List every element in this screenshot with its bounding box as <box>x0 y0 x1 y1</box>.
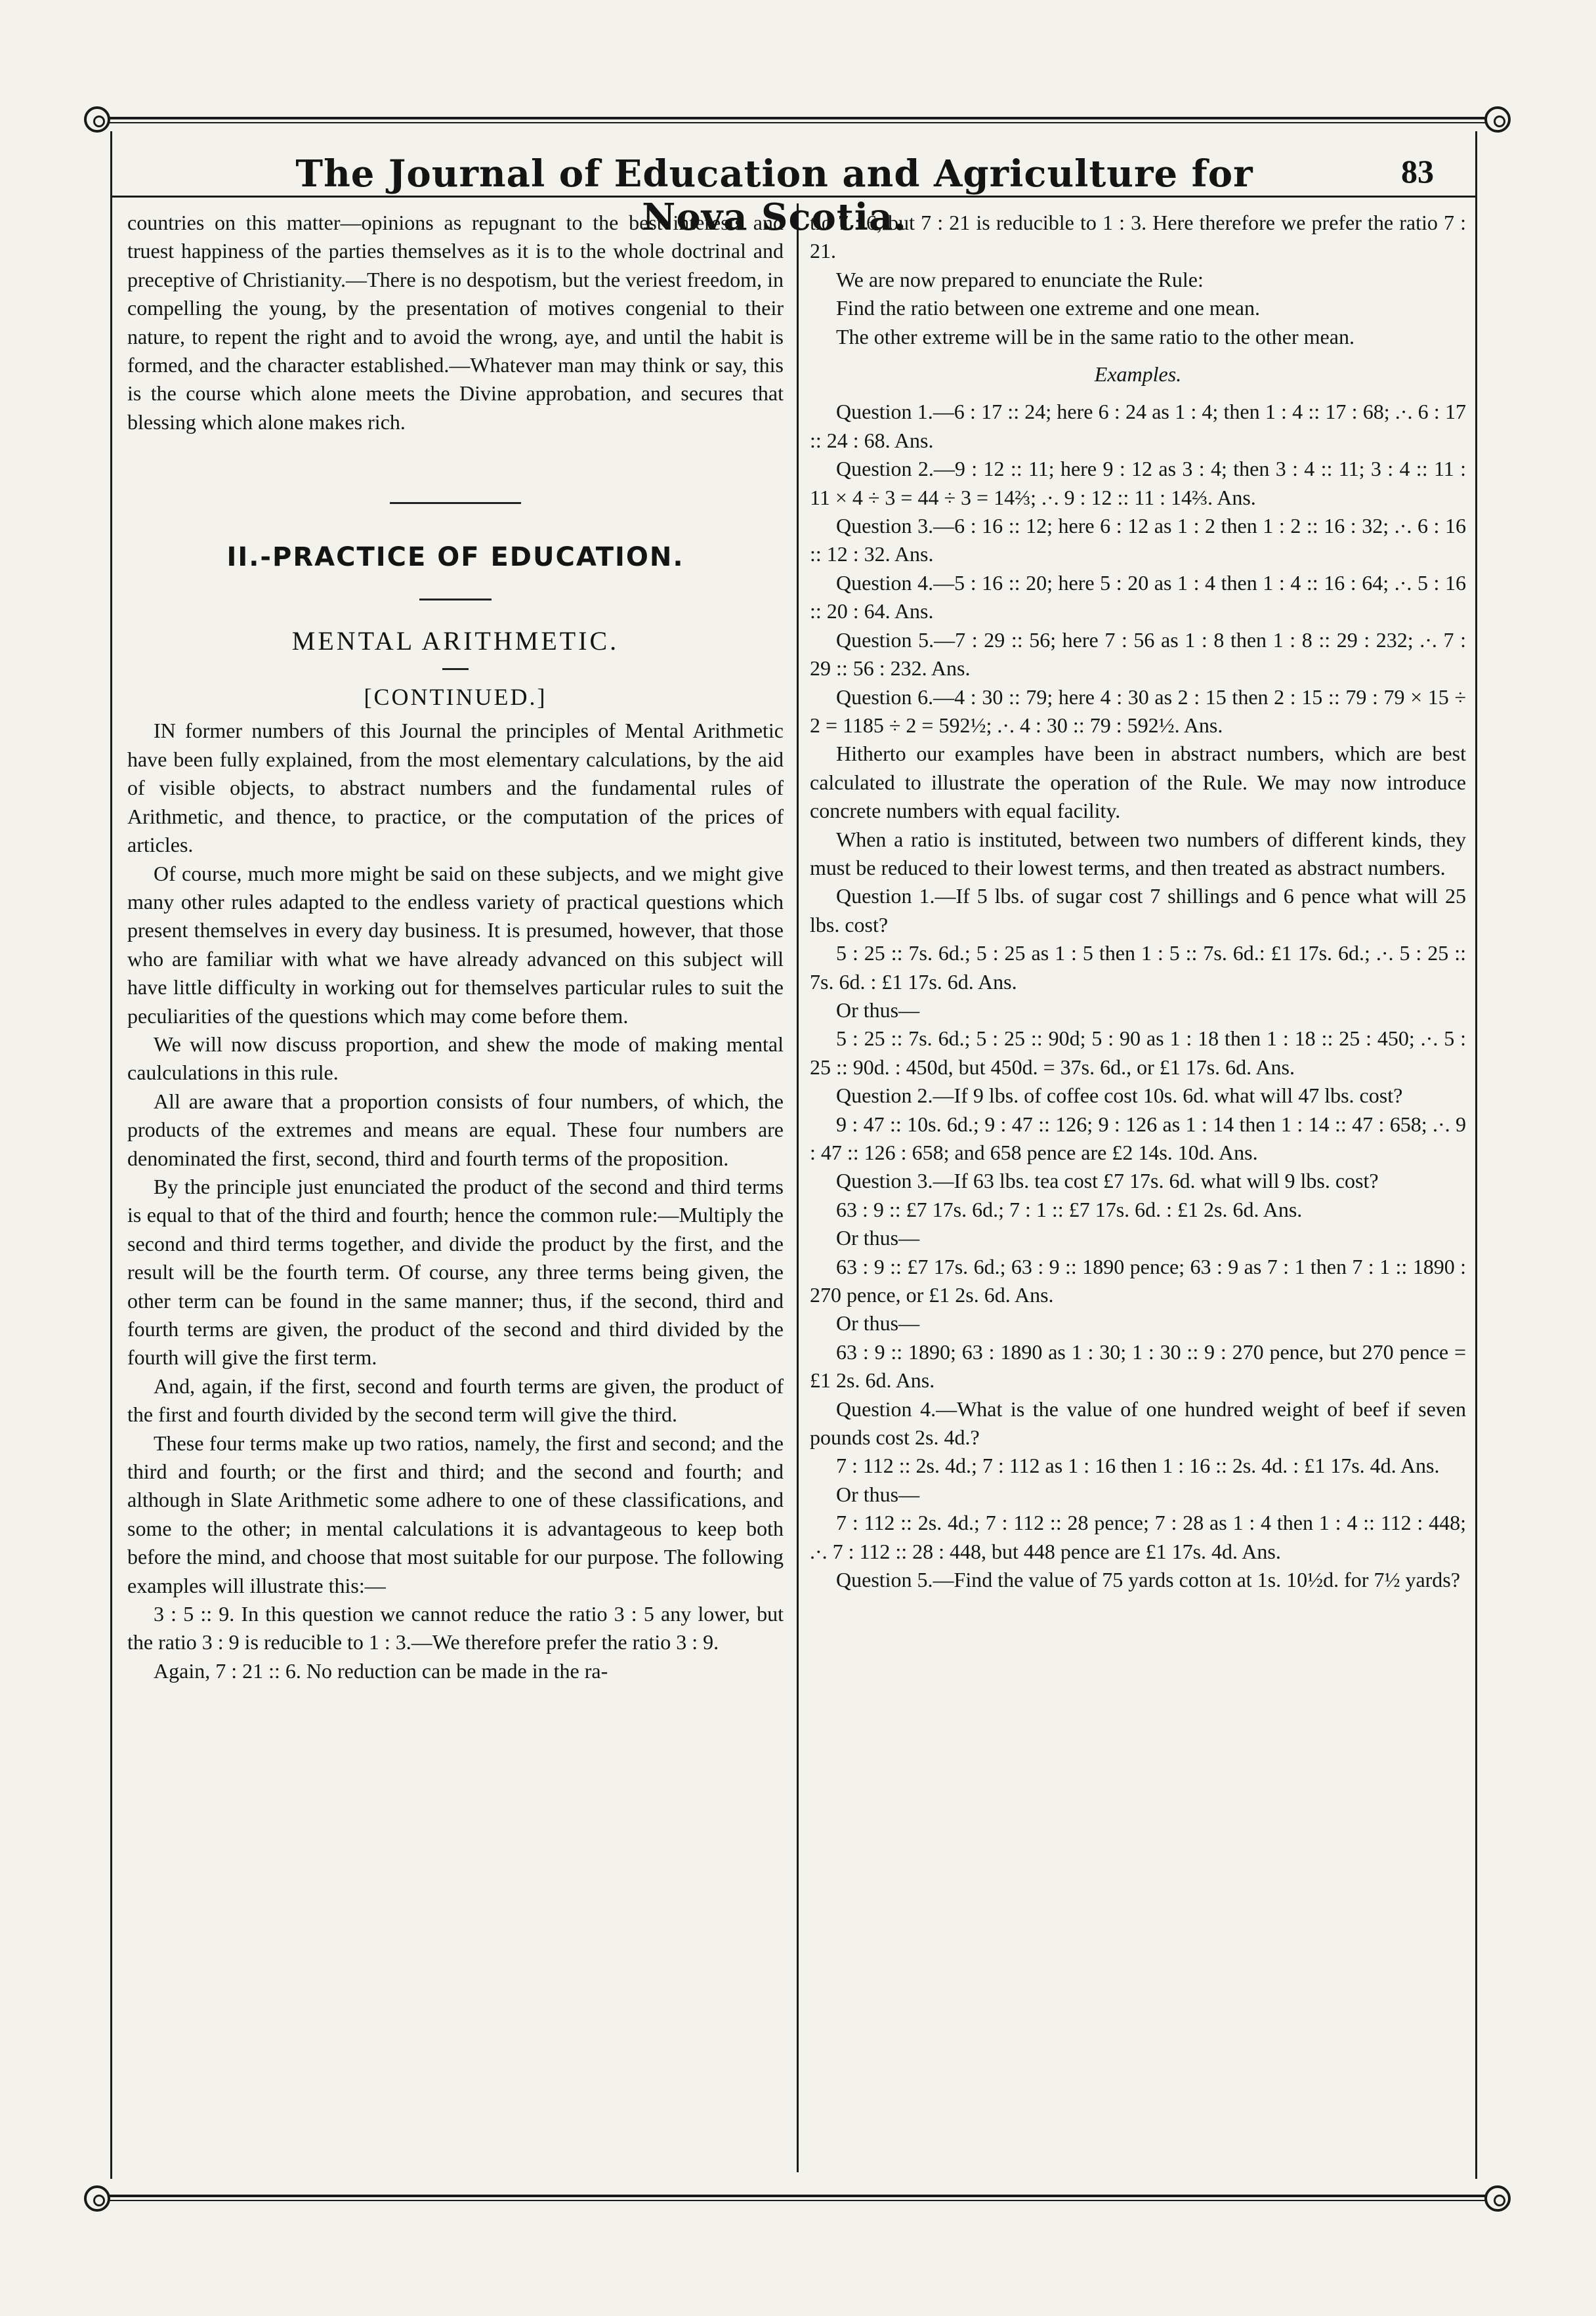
intro-paragraph: countries on this matter—opinions as repugnant to the best interests and truest happiness of the parties themselves as it is to the whole doctrinal and preceptive of Christianity.—There is no despotism, but the veriest freedom, in compelling the young, by the presentation of motives congenial to their nature, to repent the right and to avoid the wrong, aye, and until the habit is formed, and the character established.—Whatever man may think or say, this is the course which alone meets the Divine approbation, and secures that blessing which alone makes rich. <box>127 211 784 434</box>
or-thus-label: Or thus— <box>836 1482 920 1506</box>
solution-line: 63 : 9 :: 1890; 63 : 1890 as 1 : 30; 1 : 30 :: 9 : 270 pence, but 270 pence = £1 2s. 6d. Ans. <box>810 1339 1466 1393</box>
paragraph: Hitherto our examples have been in abstract numbers, which are best calculated to illustrate the operation of the Rule. We may now introduce concrete numbers with equal facility. <box>810 742 1466 823</box>
concrete-question: Question 5.—Find the value of 75 yards cotton at 1s. 10½d. for 7½ yards? <box>836 1568 1460 1592</box>
top-border-rule-inner <box>98 122 1498 123</box>
solution-line: 5 : 25 :: 7s. 6d.; 5 : 25 :: 90d; 5 : 90 as 1 : 18 then 1 : 18 :: 25 : 450; .·. 5 : 25 :: 90d. : 450d, but 450d. = 37s. 6d., or £1 17s. 6d. Ans. <box>810 1026 1466 1079</box>
or-thus-label: Or thus— <box>836 1226 920 1250</box>
page-number: 83 <box>1401 153 1434 190</box>
paragraph: tio 7 : 6, but 7 : 21 is reducible to 1 : 3. Here therefore we prefer the ratio 7 : 21. <box>810 211 1466 263</box>
examples-heading-text: Examples. <box>1094 362 1182 387</box>
solution-line: 63 : 9 :: £7 17s. 6d.; 7 : 1 :: £7 17s. 6d. : £1 2s. 6d. Ans. <box>836 1197 1303 1221</box>
example-question: Question 5.—7 : 29 :: 56; here 7 : 56 as 1 : 8 then 1 : 8 :: 29 : 232; .·. 7 : 29 :: 56 : 232. Ans. <box>810 627 1466 681</box>
concrete-question: Question 4.—What is the value of one hundred weight of beef if seven pounds cost 2s. 4d.? <box>810 1397 1466 1450</box>
paragraph: Of course, much more might be said on these subjects, and we might give many other rules adapted to the endless variety of practical questions which present themselves in every day business. It is presumed, however, that those who are familiar with what we have already advanced on this subject will have little difficulty in working out for themselves particular rules to suit the peculiarities of the questions which may come before them. <box>127 861 784 1028</box>
example-question: Question 6.—4 : 30 :: 79; here 4 : 30 as 2 : 15 then 2 : 15 :: 79 : 79 × 15 ÷ 2 = 1185 ÷ 2 = 592½; .·. 4 : 30 :: 79 : 592½. Ans. <box>810 684 1466 737</box>
right-border-rule <box>1475 131 1477 2179</box>
paragraph: 3 : 5 :: 9. In this question we cannot reduce the ratio 3 : 5 any lower, but the ratio 3 : 9 is reducible to 1 : 3.—We therefore prefer the ratio 3 : 9. <box>127 1602 784 1654</box>
solution-line: 63 : 9 :: £7 17s. 6d.; 63 : 9 :: 1890 pence; 63 : 9 as 7 : 1 then 7 : 1 :: 1890 : 270 pence, or £1 2s. 6d. Ans. <box>810 1254 1466 1307</box>
paragraph: And, again, if the first, second and fourth terms are given, the product of the first and fourth divided by the second term will give the third. <box>127 1374 784 1427</box>
concrete-question: Question 2.—If 9 lbs. of coffee cost 10s. 6d. what will 47 lbs. cost? <box>836 1084 1403 1108</box>
paragraph: We are now prepared to enunciate the Rule: <box>836 267 1204 291</box>
corner-ornament-icon <box>84 2185 110 2212</box>
paragraph: These four terms make up two ratios, namely, the first and second; and the third and fourth; or the first and third; and the second and fourth; and although in Slate Arithmetic some adhere to one of these classifications, and some to the other; in mental calculations it is advantageous to keep both before the mind, and choose that most suitable for our purpose. The following examples will illustrate this:— <box>127 1431 784 1597</box>
column-divider-rule <box>797 203 799 2172</box>
continued-label: [CONTINUED.] <box>364 684 547 711</box>
paragraph: By the principle just enunciated the product of the second and third terms is equal to that of the third and fourth; hence the common rule:—Multiply the second and third terms together, and divide the product by the first, and the result will be the fourth term. Of course, any three terms being given, the other term can be found in the same manner; thus, if the second, third and fourth terms are given, the product of the second and third divided by the fourth will give the first term. <box>127 1174 784 1370</box>
example-question: Question 1.—6 : 17 :: 24; here 6 : 24 as 1 : 4; then 1 : 4 :: 17 : 68; .·. 6 : 17 :: 24 : 68. Ans. <box>810 400 1466 452</box>
paragraph: We will now discuss proportion, and shew the mode of making mental caulculations in this rule. <box>127 1032 784 1085</box>
example-question: Question 4.—5 : 16 :: 20; here 5 : 20 as 1 : 4 then 1 : 4 :: 16 : 64; .·. 5 : 16 :: 20 : 64. Ans. <box>810 570 1466 623</box>
paragraph: When a ratio is instituted, between two numbers of different kinds, they must be reduced to their lowest terms, and then treated as abstract numbers. <box>810 827 1466 879</box>
paragraph: IN former numbers of this Journal the principles of Mental Arithmetic have been fully explained, from the most elementary calculations, by the aid of visible objects, to abstract numbers and the fundamental rules of Arithmetic, and thence, to practice, or the computation of the prices of articles. <box>127 719 784 857</box>
corner-ornament-icon <box>1484 106 1511 133</box>
example-question: Question 2.—9 : 12 :: 11; here 9 : 12 as 3 : 4; then 3 : 4 :: 11; 3 : 4 :: 11 : 11 × 4 ÷ 3 = 44 ÷ 3 = 14⅔; .·. 9 : 12 :: 11 : 14⅔. Ans. <box>810 457 1466 509</box>
concrete-question: Question 1.—If 5 lbs. of sugar cost 7 shillings and 6 pence what will 25 lbs. cost? <box>810 884 1466 937</box>
solution-line: 7 : 112 :: 2s. 4d.; 7 : 112 :: 28 pence; 7 : 28 as 1 : 4 then 1 : 4 :: 112 : 448; .·. 7 : 112 :: 28 : 448, but 448 pence are £1 17s. 4d. Ans. <box>810 1511 1466 1563</box>
corner-ornament-icon <box>84 106 110 133</box>
solution-line: 7 : 112 :: 2s. 4d.; 7 : 112 as 1 : 16 then 1 : 16 :: 2s. 4d. : £1 17s. 4d. Ans. <box>836 1454 1440 1478</box>
solution-line: 5 : 25 :: 7s. 6d.; 5 : 25 as 1 : 5 then 1 : 5 :: 7s. 6d.: £1 17s. 6d.; .·. 5 : 25 :: 7s. 6d. : £1 17s. 6d. Ans. <box>810 941 1466 994</box>
corner-ornament-icon <box>1484 2185 1511 2212</box>
or-thus-label: Or thus— <box>836 998 920 1022</box>
bottom-border-rule <box>98 2195 1498 2197</box>
rule-statement: The other extreme will be in the same ratio to the other mean. <box>836 324 1354 348</box>
top-border-rule <box>98 117 1498 119</box>
concrete-question: Question 3.—If 63 lbs. tea cost £7 17s. 6d. what will 9 lbs. cost? <box>836 1169 1379 1193</box>
paragraph: All are aware that a proportion consists of four numbers, of which, the products of the extremes and means are equal. These four numbers are denominated the first, second, third and fourth terms of the proposition. <box>127 1089 784 1170</box>
solution-line: 9 : 47 :: 10s. 6d.; 9 : 47 :: 126; 9 : 126 as 1 : 14 then 1 : 14 :: 47 : 658; .·. 9 : 47 :: 126 : 658; and 658 pence are £2 14s. 10d. Ans. <box>810 1112 1466 1164</box>
paragraph: Again, 7 : 21 :: 6. No reduction can be made in the ra- <box>154 1658 608 1683</box>
left-column <box>127 209 784 1685</box>
section-heading: II.-PRACTICE OF EDUCATION. <box>226 542 684 573</box>
journal-title: The Journal of Education and Agriculture for Nova Scotia. <box>295 152 1253 239</box>
bottom-border-rule-inner <box>98 2200 1498 2201</box>
rule-statement: Find the ratio between one extreme and one mean. <box>836 296 1260 320</box>
left-border-rule <box>110 131 112 2179</box>
example-question: Question 3.—6 : 16 :: 12; here 6 : 12 as 1 : 2 then 1 : 2 :: 16 : 32; .·. 6 : 16 :: 12 : 32. Ans. <box>810 514 1466 566</box>
article-title: MENTAL ARITHMETIC. <box>291 625 620 656</box>
right-column <box>810 209 1466 1595</box>
or-thus-label: Or thus— <box>836 1311 920 1336</box>
examples-heading <box>810 360 1466 389</box>
